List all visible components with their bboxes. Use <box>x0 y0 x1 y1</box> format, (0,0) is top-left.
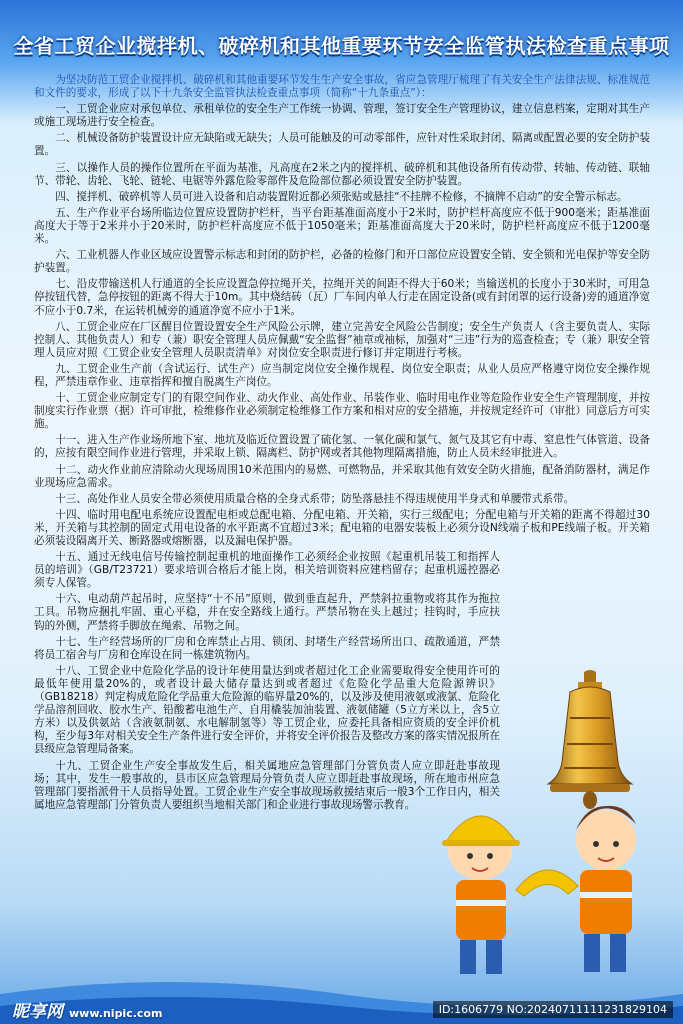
footer-band <box>0 994 683 1024</box>
item-14: 十四、临时用电配电系统应设置配电柜或总配电箱、分配电箱、开关箱，实行三级配电；分配电箱与开关箱的距离不得超过30米，开关箱与其控制的固定式用电设备的水平距离不宜超过3米；配电箱的电器安装板上必须分设N线端子板和PE线端子板。开关箱必须装设隔离开关、断路器或熔断器，以及漏电保护器。 <box>34 508 650 547</box>
item-13: 十三、高处作业人员安全带必须使用质量合格的全身式系带；防坠落悬挂不得违规使用半身式和单腰带式系带。 <box>55 492 575 505</box>
item-2: 二、机械设备防护装置设计应无缺陷或无缺失；人员可能触及的可动零部件，应针对性采取封闭、隔离或配置必要的安全防护装置。 <box>34 132 650 158</box>
item-12: 十二、动火作业前应清除动火现场周围10米范围内的易燃、可燃物品，并采取其他有效安全防火措施，配备消防器材，满足作业现场应急需求。 <box>34 463 650 489</box>
item-10: 十、工贸企业应制定专门的有限空间作业、动火作业、高处作业、吊装作业、临时用电作业等危险作业安全生产管理制度，并按制度实行作业票（据）许可审批，检维修作业必须制定检维修工作方案和相对应的安全措施，并按规定经许可（审批）同意后方可实施。 <box>34 392 650 431</box>
item-18: 十八、工贸企业中危险化学品的设计年使用量达到或者超过化工企业需要取得安全使用许可的最低年使用量20%的，或者设计最大储存量达到或者超过《危险化学品重大危险源辨识》（GB18218）判定构成危险化学品重大危险源的临界量20%的，以及涉及使用液氨或液氯、危险化学品溶剂回收、胶水生产、铅酸蓄电池生产、自用橇装加油装置、液氨储罐（5立方米以上，含5立方米）以及供氨站（含液氨制氨、水电解制氢等）等工贸企业，应委托具备相应资质的安全评价机构，至少每3年对相关安全生产条件进行安全评价，并将安全评价报告及整改方案的落实情况报所在县级应急管理局备案。 <box>34 664 500 756</box>
item-15: 十五、通过无线电信号传输控制起重机的地面操作工必须经企业按照《起重机吊装工和指挥人员的培训》（GB/T23721）要求培训合格后才能上岗，相关培训资料应建档留存；起重机遥控器必须专人保管。 <box>34 551 500 590</box>
watermark-url: www.nipic.com <box>69 1007 163 1020</box>
item-16: 十六、电动葫芦起吊时，应坚持“十不吊”原则，做到垂直起升，严禁斜拉重物或将其作为拖拉工具。吊物应捆扎牢固、重心平稳，并在安全路线上通行。严禁吊物在头上越过；挂钩时，手应扶钩的外侧，严禁将手脚放在绳索、吊物之间。 <box>34 593 500 632</box>
watermark-logo <box>12 997 162 1022</box>
item-9: 九、工贸企业生产前（含试运行、试生产）应当制定岗位安全操作规程、岗位安全职责；从业人员应严格遵守岗位安全操作规程，严禁违章作业、违章指挥和擅自脱离生产岗位。 <box>34 362 650 388</box>
item-17: 十七、生产经营场所的厂房和仓库禁止占用、锁闭、封堵生产经营场所出口、疏散通道，严禁将员工宿舍与厂房和仓库设在同一栋建筑物内。 <box>34 635 500 661</box>
safety-workers-cartoon <box>420 770 660 980</box>
item-5: 五、生产作业平台场所临边位置应设置防护栏杆，当平台距基准面高度小于2米时，防护栏杆高度应不低于900毫米；距基准面高度大于等于2米并小于20米时，防护栏杆高度应不低于1050毫米；距基准面高度大于20米时，防护栏杆高度应不低于1200毫米。 <box>34 206 650 246</box>
item-4: 四、搅拌机、破碎机等人员可进入设备和启动装置附近都必须张贴或悬挂“不挂牌不检修，不摘牌不启动”的安全警示标志。 <box>55 190 628 203</box>
item-8: 八、工贸企业应在厂区醒目位置设置安全生产风险公示牌，建立完善安全风险公告制度；安全生产负责人（含主要负责人、实际控制人、其他负责人）和专（兼）职安全管理人员应佩戴“安全监督”袖章或袖标，加强对“三违”行为的巡查检查；专（兼）职安全管理人员应对照《工贸企业安全管理人员职责清单》对岗位安全职责进行修订并定期进行考核。 <box>34 320 650 359</box>
watermark-brand: 昵享网 <box>12 1002 63 1022</box>
intro-paragraph: 为坚决防范工贸企业搅拌机、破碎机和其他重要环节发生生产安全事故，省应急管理厅梳理了有关安全生产法律法规、标准规范和文件的要求，形成了以下十九条安全监管执法检查重点事项（简称“十九条重点”）： <box>34 74 650 100</box>
item-11: 十一、进入生产作业场所地下室、地坑及临近位置设置了硫化氢、一氧化碳和氯气、氮气及其它有中毒、窒息性气体管道、设备的，应按有限空间作业进行管理，并采取上锁、隔离栏、防护网或者其他物理隔离措施，防止人员未经审批进入。 <box>34 434 650 460</box>
item-19: 十九、工贸企业生产安全事故发生后，相关属地应急管理部门分管负责人应立即赶赴事故现场；其中，发生一般事故的，县市区应急管理局分管负责人应立即赶赴事故现场，所在地市州应急管理部门要指派骨干人员指导处置。工贸企业生产安全事故现场救援结束后一般3个工作日内，相关属地应急管理部门分管负责人要组织当地相关部门和企业进行事故现场警示教育。 <box>34 759 500 811</box>
item-7: 七、沿皮带输送机人行通道的全长应设置急停拉绳开关，拉绳开关的间距不得大于60米；当输送机的长度小于30米时，可用急停按钮代替，急停按钮的距离不得大于10m。其中烧结砖（瓦）厂车间内单人行走在固定设备(或有封闭罩的运行设备)旁的通道净宽不应小于0.7米，在运转机械旁的通道净宽不应小于1米。 <box>34 278 650 317</box>
item-1: 一、工贸企业应对承包单位、承租单位的安全生产工作统一协调、管理，签订安全生产管理协议，建立信息档案，定期对其生产或施工现场进行安全检查。 <box>34 103 650 129</box>
page-title: 全省工贸企业搅拌机、破碎机和其他重要环节安全监管执法检查重点事项 <box>13 34 670 58</box>
item-6: 六、工业机器人作业区域应设置警示标志和封闭的防护栏，必备的检修门和开口部位应设置安全销、安全锁和光电保护等安全防护装置。 <box>34 249 650 275</box>
watermark-id: ID:1606779 NO:20240711111231829104 <box>433 1001 673 1018</box>
item-3: 三、以操作人员的操作位置所在平面为基准，凡高度在2米之内的搅拌机、破碎机和其他设备所有传动带、转轴、传动链、联轴节、带轮、齿轮、飞轮、链轮、电锯等外露危险零部件及危险部位都必须设置安全防护装置。 <box>34 161 650 187</box>
